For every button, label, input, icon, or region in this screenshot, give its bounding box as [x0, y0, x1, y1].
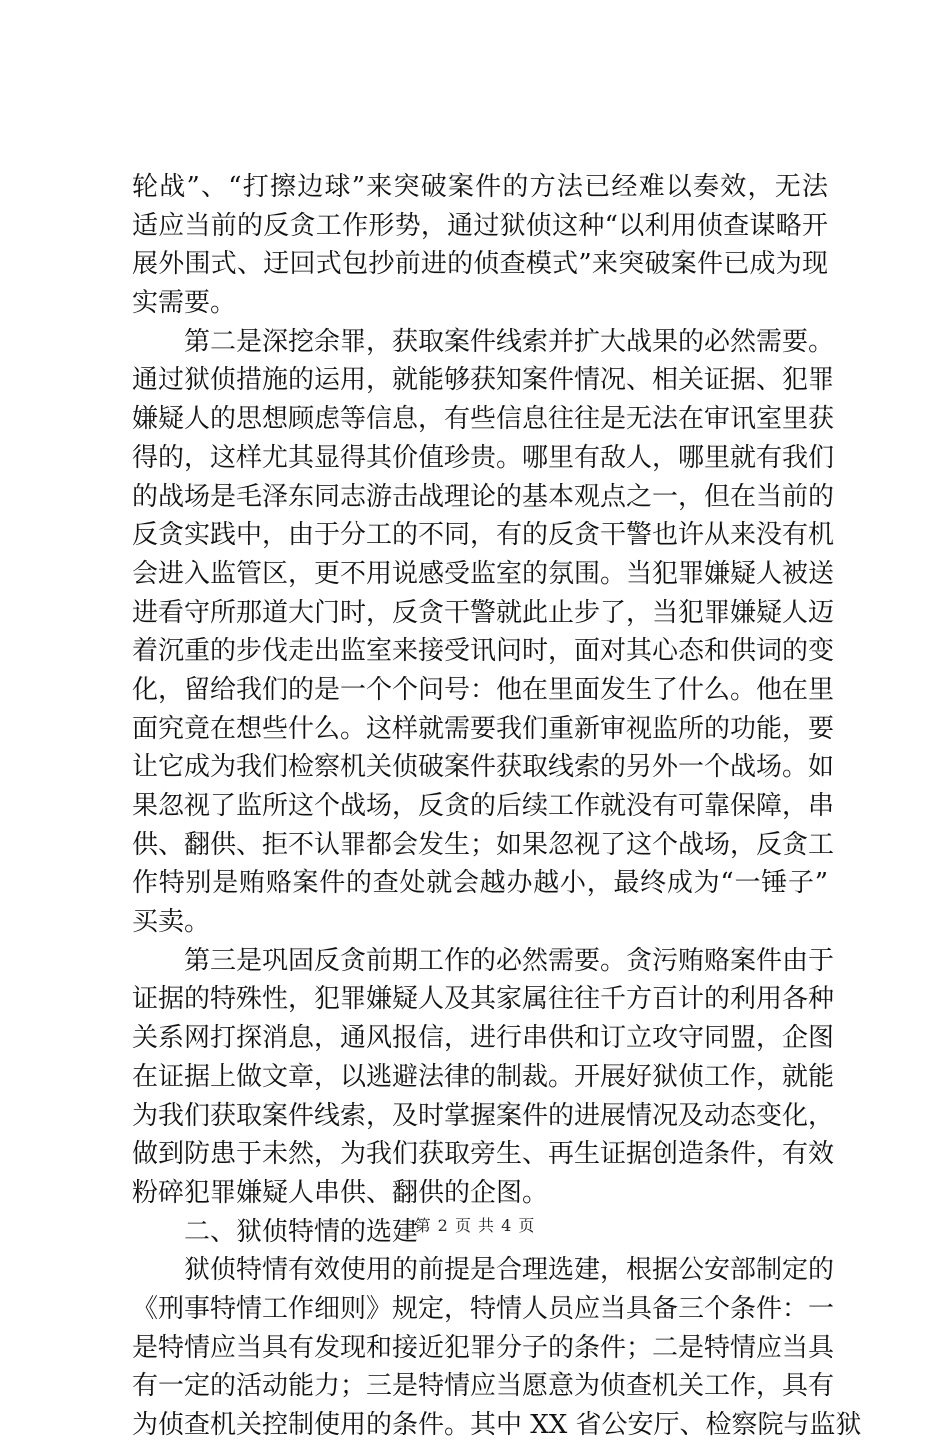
text-line: 通过狱侦措施的运用，就能够获知案件情况、相关证据、犯罪 [132, 365, 835, 396]
text-line: 的战场是毛泽东同志游击战理论的基本观点之一，但在当前的 [132, 481, 835, 512]
text-line: 展外围式、迂回式包抄前进的侦查模式”来突破案件已成为现 [132, 249, 828, 280]
page-number-footer: 第 2 页 共 4 页 [414, 1216, 536, 1235]
text-line: 有一定的活动能力；三是特情应当愿意为侦查机关工作，具有 [132, 1371, 835, 1402]
text-line: 适应当前的反贪工作形势，通过狱侦这种“以利用侦查谋略开 [132, 210, 828, 241]
text-line: 粉碎犯罪嫌疑人串供、翻供的企图。 [132, 1177, 549, 1208]
text-line: 作特别是贿赂案件的查处就会越办越小，最终成为“一锤子” [132, 868, 828, 899]
text-line: 在证据上做文章，以逃避法律的制裁。开展好狱侦工作，就能 [132, 1061, 835, 1092]
text-line: 关系网打探消息，通风报信，进行串供和订立攻守同盟，企图 [132, 1023, 835, 1054]
text-line: 为我们获取案件线索，及时掌握案件的进展情况及动态变化， [132, 1100, 835, 1131]
section-heading: 二、狱侦特情的选建 [132, 1216, 419, 1247]
text-line: 面究竟在想些什么。这样就需要我们重新审视监所的功能，要 [132, 713, 835, 744]
text-line: 进看守所那道大门时，反贪干警就此止步了，当犯罪嫌疑人迈 [132, 597, 835, 628]
text-line: 嫌疑人的思想顾虑等信息，有些信息往往是无法在审讯室里获 [132, 404, 835, 435]
text-line: 轮战”、“打擦边球”来突破案件的方法已经难以奏效，无法 [132, 172, 828, 202]
text-line: 狱侦特情有效使用的前提是合理选建，根据公安部制定的 [132, 1255, 835, 1286]
text-line: 是特情应当具有发现和接近犯罪分子的条件；二是特情应当具 [132, 1332, 835, 1363]
text-line: 让它成为我们检察机关侦破案件获取线索的另外一个战场。如 [132, 752, 835, 783]
document-body [132, 168, 862, 1445]
text-line: 第二是深挖余罪，获取案件线索并扩大战果的必然需要。 [132, 326, 835, 357]
text-line: 着沉重的步伐走出监室来接受讯问时，面对其心态和供词的变 [132, 636, 835, 667]
text-line: 供、翻供、拒不认罪都会发生；如果忽视了这个战场，反贪工 [132, 829, 835, 860]
text-line: 实需要。 [132, 288, 237, 319]
text-line: 果忽视了监所这个战场，反贪的后续工作就没有可靠保障，串 [132, 791, 835, 821]
text-line: 得的，这样尤其显得其价值珍贵。哪里有敌人，哪里就有我们 [132, 442, 835, 473]
text-line: 第三是巩固反贪前期工作的必然需要。贪污贿赂案件由于 [132, 945, 835, 976]
text-line: 《刑事特情工作细则》规定，特情人员应当具备三个条件：一 [132, 1293, 835, 1324]
text-line: 为侦查机关控制使用的条件。其中 XX 省公安厅、检察院与监狱 [132, 1410, 862, 1440]
text-line: 会进入监管区，更不用说感受监室的氛围。当犯罪嫌疑人被送 [132, 558, 835, 589]
text-line: 做到防患于未然，为我们获取旁生、再生证据创造条件，有效 [132, 1139, 835, 1170]
text-line: 证据的特殊性，犯罪嫌疑人及其家属往往千方百计的利用各种 [132, 984, 835, 1015]
text-line: 化，留给我们的是一个个问号：他在里面发生了什么。他在里 [132, 674, 835, 705]
text-line: 买卖。 [132, 907, 211, 938]
text-line: 反贪实践中，由于分工的不同，有的反贪干警也许从来没有机 [132, 520, 835, 551]
